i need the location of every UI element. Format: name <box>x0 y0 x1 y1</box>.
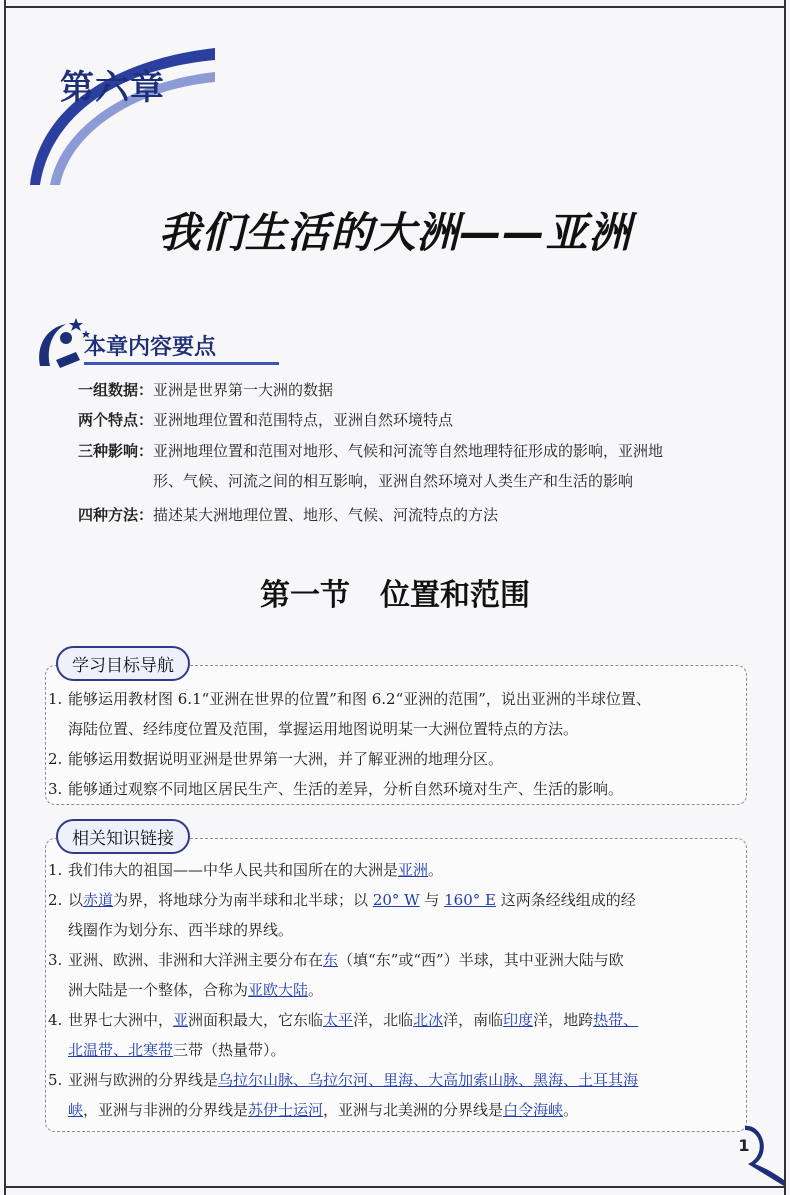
goal-item <box>48 684 738 744</box>
answer-blank: 热带、 <box>593 1011 639 1029</box>
goal-text: 能够通过观察不同地区居民生产、生活的差异，分析自然环境对生产、生活的影响。 <box>68 780 624 798</box>
goal-num: 1. <box>48 690 63 708</box>
goal-num: 2. <box>48 750 63 768</box>
text: 我们伟大的祖国——中华人民共和国所在的大洲是 <box>68 861 399 879</box>
text: 洲面积最大，它东临 <box>188 1011 324 1029</box>
key-point-text-cont: 形、气候、河流之间的相互影响，亚洲自然环境对人类生产和生活的影响 <box>153 472 634 490</box>
related-knowledge-tab: 相关知识链接 <box>56 819 190 854</box>
key-points-header <box>32 316 332 366</box>
text: 洋，北临 <box>353 1011 414 1029</box>
text: 、 <box>368 1071 384 1089</box>
key-point-text: 描述某大洲地理位置、地形、气候、河流特点的方法 <box>153 506 499 524</box>
key-point-item <box>78 500 738 530</box>
goal-num: 3. <box>48 780 63 798</box>
answer-blank: 北寒带 <box>128 1041 174 1059</box>
text: 洋，地跨 <box>533 1011 594 1029</box>
goal-text-cont: 海陆位置、经纬度位置及范围，掌握运用地图说明某一大洲位置特点的方法。 <box>68 720 579 738</box>
answer-blank: 黑海 <box>533 1071 564 1089</box>
key-point-label: 三种影响： <box>78 442 154 460</box>
answer-blank: 赤道 <box>83 891 114 909</box>
text: 洲大陆是一个整体，合称为 <box>68 981 249 999</box>
text: 洋，南临 <box>443 1011 504 1029</box>
link-item-5 <box>48 1065 738 1125</box>
answer-blank: 北温带 <box>68 1041 114 1059</box>
key-point-label: 一组数据： <box>78 381 154 399</box>
goal-item <box>48 744 738 774</box>
answer-blank: 印度 <box>503 1011 534 1029</box>
link-item-4 <box>48 1005 738 1065</box>
goal-item <box>48 774 738 804</box>
key-point-label: 四种方法： <box>78 506 154 524</box>
key-point-text: 亚洲是世界第一大洲的数据 <box>153 381 334 399</box>
link-item-2 <box>48 885 738 945</box>
item-num: 3. <box>48 951 63 969</box>
text: 、 <box>413 1071 429 1089</box>
text: ，亚洲与北美洲的分界线是 <box>323 1101 504 1119</box>
related-knowledge-box <box>45 829 747 1132</box>
text: ，亚洲与非洲的分界线是 <box>83 1101 249 1119</box>
text: 、 <box>293 1071 309 1089</box>
learning-goals-tab: 学习目标导航 <box>56 646 190 681</box>
goal-text: 能够运用教材图 6.1“亚洲在世界的位置”和图 6.2“亚洲的范围”，说出亚洲的半球位置、 <box>68 690 651 708</box>
text: 线圈作为划分东、西半球的界线。 <box>68 921 294 939</box>
text: 以 <box>68 891 84 909</box>
text: 这两条经线组成的经 <box>496 891 636 909</box>
key-point-text: 亚洲地理位置和范围特点，亚洲自然环境特点 <box>153 411 454 429</box>
text: 亚洲与欧洲的分界线是 <box>68 1071 219 1089</box>
link-item-1 <box>48 855 738 885</box>
key-point-label: 两个特点： <box>78 411 154 429</box>
main-title: 我们生活的大洲——亚洲 <box>158 208 632 257</box>
reading-person-icon <box>32 316 92 372</box>
answer-blank: 苏伊士运河 <box>248 1101 324 1119</box>
page-number: 1 <box>738 1136 750 1155</box>
learning-goals-box <box>45 656 747 805</box>
answer-blank: 东 <box>323 951 339 969</box>
answer-blank: 北冰 <box>413 1011 444 1029</box>
item-num: 5. <box>48 1071 63 1089</box>
key-point-item <box>78 436 738 496</box>
item-num: 1. <box>48 861 63 879</box>
text: 。 <box>563 1101 579 1119</box>
key-point-item <box>78 405 738 435</box>
text: （填“东”或“西”）半球，其中亚洲大陆与欧 <box>338 951 624 969</box>
text: 、 <box>113 1041 129 1059</box>
text: 。 <box>308 981 324 999</box>
key-points-underline <box>84 362 279 365</box>
text: 三带（热量带）。 <box>173 1041 286 1059</box>
item-num: 2. <box>48 891 63 909</box>
text: 为界，将地球分为南半球和北半球；以 <box>113 891 373 909</box>
text: 。 <box>428 861 444 879</box>
text: 、 <box>563 1071 579 1089</box>
answer-blank: 土耳其海 <box>578 1071 639 1089</box>
answer-blank: 峡 <box>68 1101 84 1119</box>
answer-blank: 大高加索山脉 <box>428 1071 519 1089</box>
key-points-title: 本章内容要点 <box>84 335 217 360</box>
frame-bottom <box>4 1186 786 1188</box>
text: 、 <box>518 1071 534 1089</box>
answer-blank: 20° W <box>372 891 420 909</box>
text: 亚洲、欧洲、非洲和大洋洲主要分布在 <box>68 951 324 969</box>
answer-blank: 白令海峡 <box>503 1101 564 1119</box>
answer-blank: 里海 <box>383 1071 414 1089</box>
answer-blank: 亚欧大陆 <box>248 981 309 999</box>
answer-blank: 160° E <box>444 891 496 909</box>
text: 世界七大洲中， <box>68 1011 174 1029</box>
answer-blank: 乌拉尔河 <box>308 1071 369 1089</box>
text: 与 <box>419 891 445 909</box>
link-item-3 <box>48 945 738 1005</box>
section-title: 第一节 位置和范围 <box>260 578 530 613</box>
goal-text: 能够运用数据说明亚洲是世界第一大洲，并了解亚洲的地理分区。 <box>68 750 504 768</box>
answer-blank: 太平 <box>323 1011 354 1029</box>
item-num: 4. <box>48 1011 63 1029</box>
key-point-item <box>78 375 738 405</box>
answer-blank: 亚洲 <box>398 861 429 879</box>
key-point-text: 亚洲地理位置和范围对地形、气候和河流等自然地理特征形成的影响，亚洲地 <box>153 442 664 460</box>
answer-blank: 乌拉尔山脉 <box>218 1071 294 1089</box>
answer-blank: 亚 <box>173 1011 189 1029</box>
frame-top <box>4 6 786 8</box>
chapter-label: 第六章 <box>60 68 165 108</box>
